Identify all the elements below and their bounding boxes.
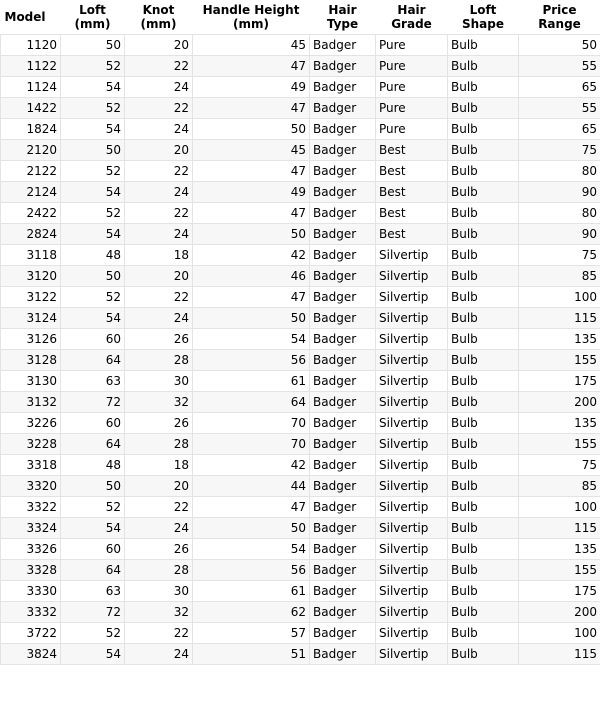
loft-shape-cell: Bulb xyxy=(448,98,519,119)
model-cell: 2120 xyxy=(1,140,61,161)
column-header-model[interactable]: Model xyxy=(1,0,61,35)
hair-type-cell: Badger xyxy=(310,602,376,623)
handle-height-cell: 49 xyxy=(193,77,310,98)
column-header-price-range[interactable]: Price Range xyxy=(519,0,600,35)
model-cell: 3722 xyxy=(1,623,61,644)
loft-cell: 50 xyxy=(61,140,125,161)
hair-type-cell: Badger xyxy=(310,224,376,245)
model-cell: 3318 xyxy=(1,455,61,476)
hair-type-cell: Badger xyxy=(310,455,376,476)
hair-grade-cell: Silvertip xyxy=(376,539,448,560)
loft-cell: 64 xyxy=(61,560,125,581)
loft-shape-cell: Bulb xyxy=(448,413,519,434)
loft-shape-cell: Bulb xyxy=(448,602,519,623)
loft-cell: 54 xyxy=(61,644,125,665)
model-cell: 3228 xyxy=(1,434,61,455)
price-range-cell: 80 xyxy=(519,161,600,182)
hair-type-cell: Badger xyxy=(310,56,376,77)
price-range-cell: 135 xyxy=(519,413,600,434)
hair-type-cell: Badger xyxy=(310,77,376,98)
table-row xyxy=(1,623,600,644)
knot-cell: 22 xyxy=(125,98,193,119)
loft-shape-cell: Bulb xyxy=(448,77,519,98)
handle-height-cell: 50 xyxy=(193,119,310,140)
handle-height-cell: 49 xyxy=(193,182,310,203)
handle-height-cell: 47 xyxy=(193,56,310,77)
loft-shape-cell: Bulb xyxy=(448,350,519,371)
hair-grade-cell: Pure xyxy=(376,98,448,119)
hair-type-cell: Badger xyxy=(310,98,376,119)
loft-cell: 60 xyxy=(61,413,125,434)
loft-cell: 72 xyxy=(61,392,125,413)
hair-type-cell: Badger xyxy=(310,119,376,140)
table-row xyxy=(1,77,600,98)
table-row xyxy=(1,518,600,539)
hair-grade-cell: Silvertip xyxy=(376,329,448,350)
model-cell: 1122 xyxy=(1,56,61,77)
price-range-cell: 50 xyxy=(519,35,600,56)
handle-height-cell: 47 xyxy=(193,287,310,308)
table-row xyxy=(1,140,600,161)
price-range-cell: 55 xyxy=(519,98,600,119)
loft-cell: 52 xyxy=(61,98,125,119)
loft-shape-cell: Bulb xyxy=(448,224,519,245)
knot-cell: 24 xyxy=(125,182,193,203)
handle-height-cell: 46 xyxy=(193,266,310,287)
hair-grade-cell: Silvertip xyxy=(376,350,448,371)
loft-shape-cell: Bulb xyxy=(448,371,519,392)
knot-cell: 24 xyxy=(125,518,193,539)
table-row xyxy=(1,119,600,140)
loft-shape-cell: Bulb xyxy=(448,434,519,455)
table-row xyxy=(1,182,600,203)
column-header-knot[interactable]: Knot (mm) xyxy=(125,0,193,35)
price-range-cell: 115 xyxy=(519,518,600,539)
hair-grade-cell: Silvertip xyxy=(376,434,448,455)
price-range-cell: 85 xyxy=(519,476,600,497)
price-range-cell: 135 xyxy=(519,539,600,560)
table-row xyxy=(1,98,600,119)
handle-height-cell: 50 xyxy=(193,224,310,245)
hair-grade-cell: Silvertip xyxy=(376,497,448,518)
price-range-cell: 85 xyxy=(519,266,600,287)
loft-shape-cell: Bulb xyxy=(448,497,519,518)
loft-cell: 52 xyxy=(61,161,125,182)
hair-type-cell: Badger xyxy=(310,476,376,497)
knot-cell: 26 xyxy=(125,539,193,560)
hair-grade-cell: Silvertip xyxy=(376,266,448,287)
loft-cell: 52 xyxy=(61,56,125,77)
model-cell: 2124 xyxy=(1,182,61,203)
hair-grade-cell: Pure xyxy=(376,35,448,56)
price-range-cell: 80 xyxy=(519,203,600,224)
knot-cell: 20 xyxy=(125,140,193,161)
loft-shape-cell: Bulb xyxy=(448,623,519,644)
knot-cell: 22 xyxy=(125,623,193,644)
column-header-loft[interactable]: Loft (mm) xyxy=(61,0,125,35)
model-cell: 2422 xyxy=(1,203,61,224)
hair-type-cell: Badger xyxy=(310,539,376,560)
hair-grade-cell: Silvertip xyxy=(376,413,448,434)
handle-height-cell: 47 xyxy=(193,161,310,182)
hair-type-cell: Badger xyxy=(310,413,376,434)
model-cell: 3124 xyxy=(1,308,61,329)
table-row xyxy=(1,203,600,224)
loft-cell: 48 xyxy=(61,455,125,476)
loft-shape-cell: Bulb xyxy=(448,539,519,560)
price-range-cell: 200 xyxy=(519,602,600,623)
price-range-cell: 100 xyxy=(519,287,600,308)
knot-cell: 24 xyxy=(125,644,193,665)
loft-shape-cell: Bulb xyxy=(448,329,519,350)
model-cell: 2122 xyxy=(1,161,61,182)
loft-cell: 50 xyxy=(61,476,125,497)
hair-grade-cell: Best xyxy=(376,224,448,245)
hair-type-cell: Badger xyxy=(310,245,376,266)
handle-height-cell: 54 xyxy=(193,539,310,560)
price-range-cell: 90 xyxy=(519,182,600,203)
handle-height-cell: 47 xyxy=(193,497,310,518)
model-cell: 3824 xyxy=(1,644,61,665)
model-cell: 3330 xyxy=(1,581,61,602)
hair-type-cell: Badger xyxy=(310,308,376,329)
loft-cell: 64 xyxy=(61,350,125,371)
hair-type-cell: Badger xyxy=(310,350,376,371)
loft-cell: 50 xyxy=(61,266,125,287)
model-cell: 1120 xyxy=(1,35,61,56)
price-range-cell: 100 xyxy=(519,623,600,644)
hair-type-cell: Badger xyxy=(310,644,376,665)
loft-cell: 60 xyxy=(61,329,125,350)
hair-type-cell: Badger xyxy=(310,329,376,350)
model-cell: 3324 xyxy=(1,518,61,539)
knot-cell: 30 xyxy=(125,581,193,602)
loft-cell: 52 xyxy=(61,287,125,308)
knot-cell: 20 xyxy=(125,35,193,56)
hair-grade-cell: Silvertip xyxy=(376,371,448,392)
loft-cell: 48 xyxy=(61,245,125,266)
model-cell: 3326 xyxy=(1,539,61,560)
price-range-cell: 100 xyxy=(519,497,600,518)
table-row xyxy=(1,413,600,434)
hair-type-cell: Badger xyxy=(310,287,376,308)
knot-cell: 22 xyxy=(125,203,193,224)
handle-height-cell: 70 xyxy=(193,434,310,455)
hair-grade-cell: Best xyxy=(376,203,448,224)
price-range-cell: 75 xyxy=(519,140,600,161)
loft-shape-cell: Bulb xyxy=(448,56,519,77)
model-cell: 3126 xyxy=(1,329,61,350)
hair-grade-cell: Silvertip xyxy=(376,560,448,581)
loft-shape-cell: Bulb xyxy=(448,581,519,602)
loft-cell: 72 xyxy=(61,602,125,623)
price-range-cell: 155 xyxy=(519,350,600,371)
handle-height-cell: 50 xyxy=(193,518,310,539)
price-range-cell: 200 xyxy=(519,392,600,413)
hair-grade-cell: Silvertip xyxy=(376,581,448,602)
hair-type-cell: Badger xyxy=(310,203,376,224)
loft-cell: 64 xyxy=(61,434,125,455)
loft-shape-cell: Bulb xyxy=(448,287,519,308)
table-row xyxy=(1,434,600,455)
loft-cell: 54 xyxy=(61,224,125,245)
model-cell: 1824 xyxy=(1,119,61,140)
loft-cell: 54 xyxy=(61,119,125,140)
hair-grade-cell: Best xyxy=(376,161,448,182)
knot-cell: 26 xyxy=(125,329,193,350)
table-row xyxy=(1,539,600,560)
table-row xyxy=(1,329,600,350)
model-cell: 3132 xyxy=(1,392,61,413)
loft-shape-cell: Bulb xyxy=(448,476,519,497)
hair-type-cell: Badger xyxy=(310,581,376,602)
handle-height-cell: 54 xyxy=(193,329,310,350)
handle-height-cell: 62 xyxy=(193,602,310,623)
loft-shape-cell: Bulb xyxy=(448,182,519,203)
table-row xyxy=(1,476,600,497)
table-row xyxy=(1,455,600,476)
loft-shape-cell: Bulb xyxy=(448,560,519,581)
table-row xyxy=(1,560,600,581)
handle-height-cell: 50 xyxy=(193,308,310,329)
hair-grade-cell: Best xyxy=(376,182,448,203)
handle-height-cell: 56 xyxy=(193,560,310,581)
loft-cell: 54 xyxy=(61,182,125,203)
model-cell: 1422 xyxy=(1,98,61,119)
hair-grade-cell: Pure xyxy=(376,77,448,98)
handle-height-cell: 47 xyxy=(193,203,310,224)
hair-grade-cell: Silvertip xyxy=(376,287,448,308)
knot-cell: 32 xyxy=(125,602,193,623)
handle-height-cell: 51 xyxy=(193,644,310,665)
handle-height-cell: 44 xyxy=(193,476,310,497)
loft-shape-cell: Bulb xyxy=(448,392,519,413)
handle-height-cell: 45 xyxy=(193,35,310,56)
loft-shape-cell: Bulb xyxy=(448,644,519,665)
hair-grade-cell: Silvertip xyxy=(376,644,448,665)
loft-shape-cell: Bulb xyxy=(448,455,519,476)
handle-height-cell: 61 xyxy=(193,581,310,602)
knot-cell: 24 xyxy=(125,119,193,140)
knot-cell: 22 xyxy=(125,56,193,77)
hair-grade-cell: Pure xyxy=(376,56,448,77)
loft-cell: 54 xyxy=(61,518,125,539)
knot-cell: 22 xyxy=(125,497,193,518)
model-cell: 3320 xyxy=(1,476,61,497)
knot-cell: 18 xyxy=(125,245,193,266)
table-row xyxy=(1,161,600,182)
column-header-hair-type[interactable]: Hair Type xyxy=(310,0,376,35)
loft-shape-cell: Bulb xyxy=(448,203,519,224)
table-row xyxy=(1,497,600,518)
hair-type-cell: Badger xyxy=(310,392,376,413)
model-cell: 3128 xyxy=(1,350,61,371)
knot-cell: 20 xyxy=(125,266,193,287)
handle-height-cell: 56 xyxy=(193,350,310,371)
loft-cell: 63 xyxy=(61,581,125,602)
table-row xyxy=(1,224,600,245)
hair-grade-cell: Silvertip xyxy=(376,308,448,329)
hair-type-cell: Badger xyxy=(310,623,376,644)
table-body xyxy=(1,35,600,665)
loft-cell: 52 xyxy=(61,497,125,518)
knot-cell: 22 xyxy=(125,161,193,182)
price-range-cell: 115 xyxy=(519,308,600,329)
loft-shape-cell: Bulb xyxy=(448,245,519,266)
handle-height-cell: 45 xyxy=(193,140,310,161)
loft-shape-cell: Bulb xyxy=(448,161,519,182)
knot-cell: 32 xyxy=(125,392,193,413)
loft-cell: 52 xyxy=(61,623,125,644)
knot-cell: 28 xyxy=(125,350,193,371)
table-row xyxy=(1,581,600,602)
header-row xyxy=(1,0,600,35)
table-row xyxy=(1,350,600,371)
price-range-cell: 75 xyxy=(519,455,600,476)
model-cell: 3130 xyxy=(1,371,61,392)
price-range-cell: 135 xyxy=(519,329,600,350)
hair-grade-cell: Silvertip xyxy=(376,455,448,476)
table-row xyxy=(1,644,600,665)
handle-height-cell: 61 xyxy=(193,371,310,392)
hair-type-cell: Badger xyxy=(310,161,376,182)
loft-shape-cell: Bulb xyxy=(448,119,519,140)
hair-type-cell: Badger xyxy=(310,518,376,539)
column-header-hair-grade[interactable]: Hair Grade xyxy=(376,0,448,35)
loft-shape-cell: Bulb xyxy=(448,35,519,56)
hair-type-cell: Badger xyxy=(310,266,376,287)
loft-cell: 60 xyxy=(61,539,125,560)
loft-shape-cell: Bulb xyxy=(448,518,519,539)
price-range-cell: 175 xyxy=(519,371,600,392)
price-range-cell: 155 xyxy=(519,434,600,455)
loft-cell: 54 xyxy=(61,77,125,98)
model-cell: 3226 xyxy=(1,413,61,434)
price-range-cell: 175 xyxy=(519,581,600,602)
knot-cell: 24 xyxy=(125,308,193,329)
table-row xyxy=(1,371,600,392)
hair-grade-cell: Silvertip xyxy=(376,476,448,497)
hair-type-cell: Badger xyxy=(310,434,376,455)
model-cell: 3122 xyxy=(1,287,61,308)
hair-grade-cell: Best xyxy=(376,140,448,161)
knot-cell: 22 xyxy=(125,287,193,308)
table-row xyxy=(1,266,600,287)
knot-cell: 18 xyxy=(125,455,193,476)
handle-height-cell: 42 xyxy=(193,245,310,266)
model-cell: 1124 xyxy=(1,77,61,98)
handle-height-cell: 42 xyxy=(193,455,310,476)
knot-cell: 30 xyxy=(125,371,193,392)
handle-height-cell: 70 xyxy=(193,413,310,434)
table-row xyxy=(1,56,600,77)
table-row xyxy=(1,287,600,308)
knot-cell: 26 xyxy=(125,413,193,434)
table-row xyxy=(1,602,600,623)
table-row xyxy=(1,35,600,56)
price-range-cell: 65 xyxy=(519,77,600,98)
table-row xyxy=(1,308,600,329)
loft-cell: 54 xyxy=(61,308,125,329)
loft-shape-cell: Bulb xyxy=(448,266,519,287)
hair-type-cell: Badger xyxy=(310,560,376,581)
hair-grade-cell: Silvertip xyxy=(376,392,448,413)
knot-cell: 24 xyxy=(125,77,193,98)
model-cell: 2824 xyxy=(1,224,61,245)
loft-cell: 52 xyxy=(61,203,125,224)
price-range-cell: 55 xyxy=(519,56,600,77)
hair-grade-cell: Pure xyxy=(376,119,448,140)
knot-cell: 28 xyxy=(125,434,193,455)
hair-type-cell: Badger xyxy=(310,140,376,161)
loft-cell: 63 xyxy=(61,371,125,392)
price-range-cell: 65 xyxy=(519,119,600,140)
price-range-cell: 155 xyxy=(519,560,600,581)
knot-cell: 28 xyxy=(125,560,193,581)
table-row xyxy=(1,245,600,266)
hair-grade-cell: Silvertip xyxy=(376,518,448,539)
hair-type-cell: Badger xyxy=(310,35,376,56)
knot-cell: 24 xyxy=(125,224,193,245)
model-cell: 3120 xyxy=(1,266,61,287)
handle-height-cell: 64 xyxy=(193,392,310,413)
knot-cell: 20 xyxy=(125,476,193,497)
handle-height-cell: 47 xyxy=(193,98,310,119)
hair-grade-cell: Silvertip xyxy=(376,623,448,644)
column-header-loft-shape[interactable]: Loft Shape xyxy=(448,0,519,35)
hair-grade-cell: Silvertip xyxy=(376,245,448,266)
model-cell: 3328 xyxy=(1,560,61,581)
hair-type-cell: Badger xyxy=(310,371,376,392)
hair-grade-cell: Silvertip xyxy=(376,602,448,623)
handle-height-cell: 57 xyxy=(193,623,310,644)
price-range-cell: 75 xyxy=(519,245,600,266)
price-range-cell: 90 xyxy=(519,224,600,245)
loft-shape-cell: Bulb xyxy=(448,140,519,161)
model-cell: 3332 xyxy=(1,602,61,623)
hair-type-cell: Badger xyxy=(310,497,376,518)
table-row xyxy=(1,392,600,413)
price-range-cell: 115 xyxy=(519,644,600,665)
model-cell: 3322 xyxy=(1,497,61,518)
loft-shape-cell: Bulb xyxy=(448,308,519,329)
hair-type-cell: Badger xyxy=(310,182,376,203)
column-header-handle-height[interactable]: Handle Height (mm) xyxy=(193,0,310,35)
loft-cell: 50 xyxy=(61,35,125,56)
model-cell: 3118 xyxy=(1,245,61,266)
